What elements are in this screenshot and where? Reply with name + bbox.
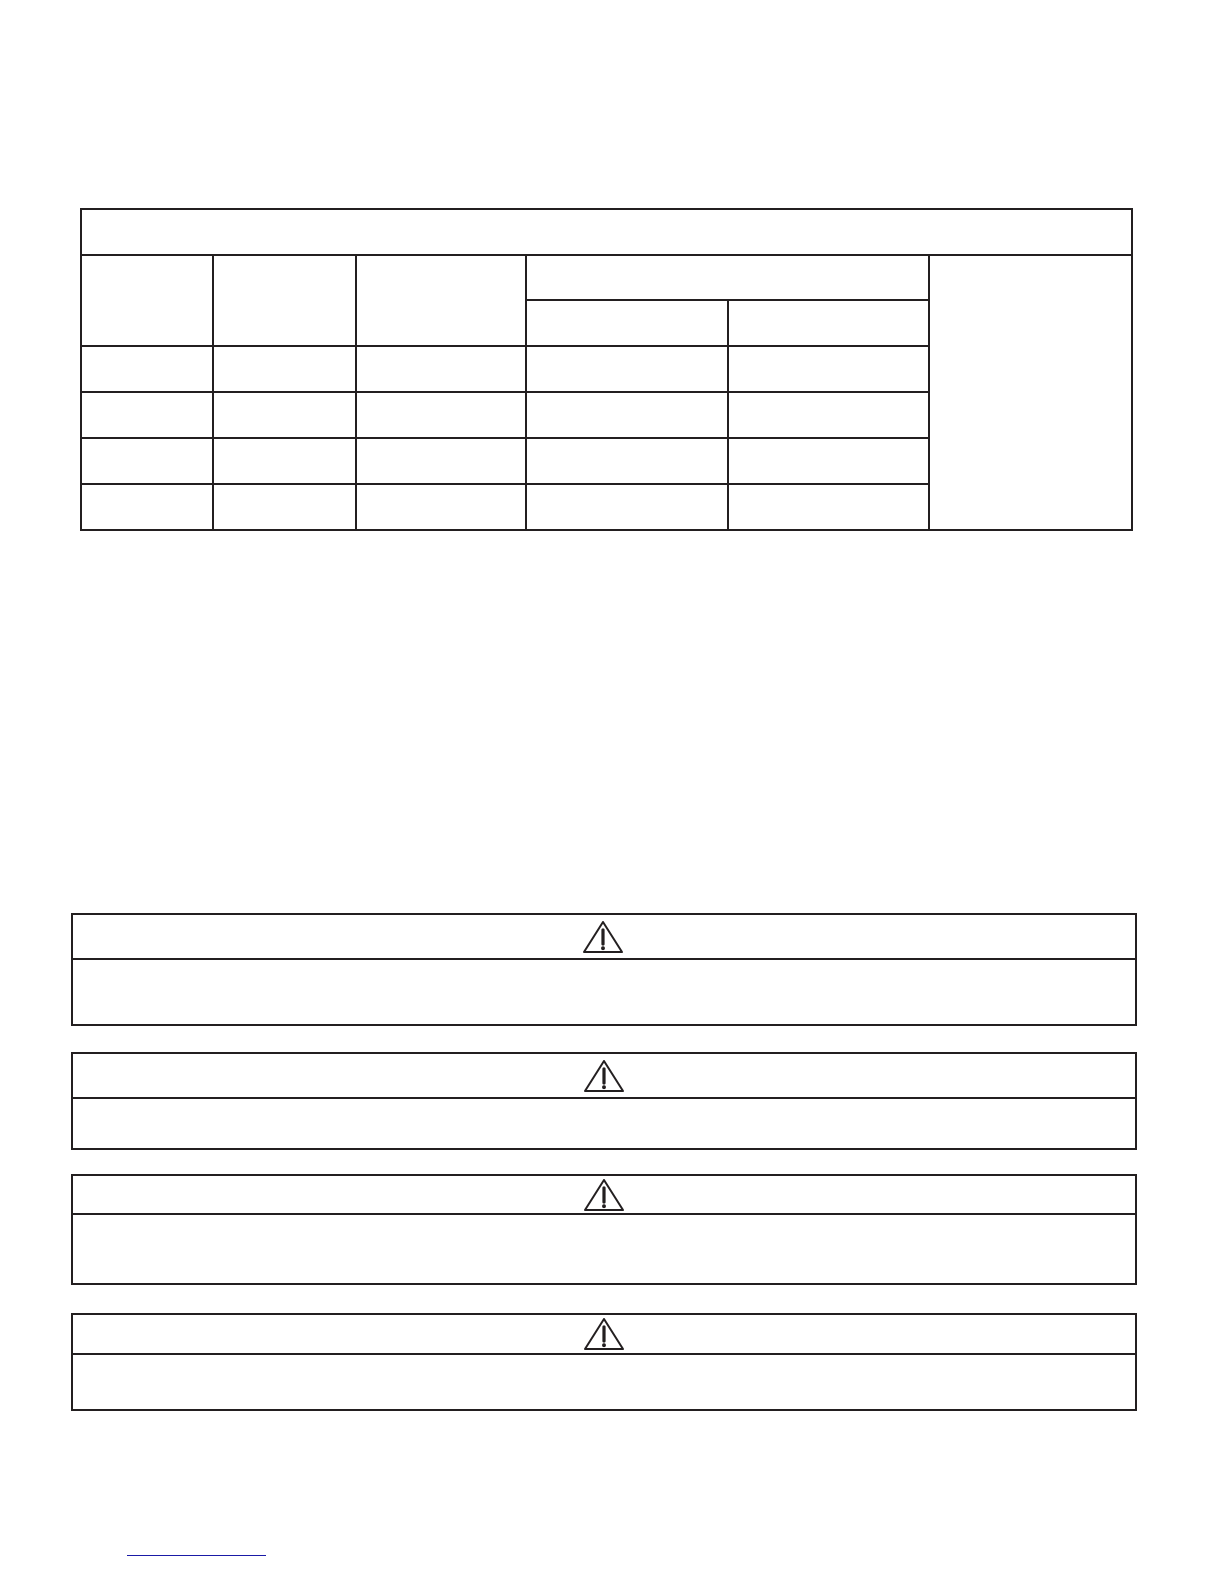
table-cell [81,438,213,484]
table-cell [728,438,929,484]
column-subheader [526,300,728,346]
warning-box [71,1174,1137,1285]
table-cell [526,392,728,438]
table-cell [356,392,526,438]
notes-column-cell [929,255,1132,530]
warning-header [73,1054,1135,1099]
warning-triangle-icon [583,1317,625,1351]
table-cell [728,346,929,392]
table-cell [356,438,526,484]
footer-link[interactable] [127,1555,266,1556]
table-title [81,209,1132,255]
warning-body [73,960,1135,972]
warning-triangle-icon [583,1178,625,1212]
table-cell [81,346,213,392]
warning-triangle-icon [583,1059,625,1093]
specification-table [80,208,1133,531]
warning-box [71,913,1137,1026]
table-cell [728,392,929,438]
table-cell [213,438,356,484]
warning-body [73,1355,1135,1367]
table-cell [213,346,356,392]
warning-body [73,1215,1135,1227]
table-cell [213,392,356,438]
table-cell [356,484,526,530]
table-cell [81,392,213,438]
table-cell [81,484,213,530]
table-cell [728,484,929,530]
column-header [81,255,213,346]
warning-body [73,1099,1135,1111]
warning-header [73,1176,1135,1215]
column-header [356,255,526,346]
warning-triangle-icon [582,920,624,954]
warning-box [71,1313,1137,1411]
table-cell [526,346,728,392]
column-subheader [728,300,929,346]
warning-header [73,1315,1135,1355]
column-group-header [526,255,929,300]
table-cell [526,438,728,484]
table-cell [526,484,728,530]
warning-box [71,1052,1137,1150]
column-header [213,255,356,346]
table-cell [213,484,356,530]
table-cell [356,346,526,392]
warning-header [71,915,1135,960]
